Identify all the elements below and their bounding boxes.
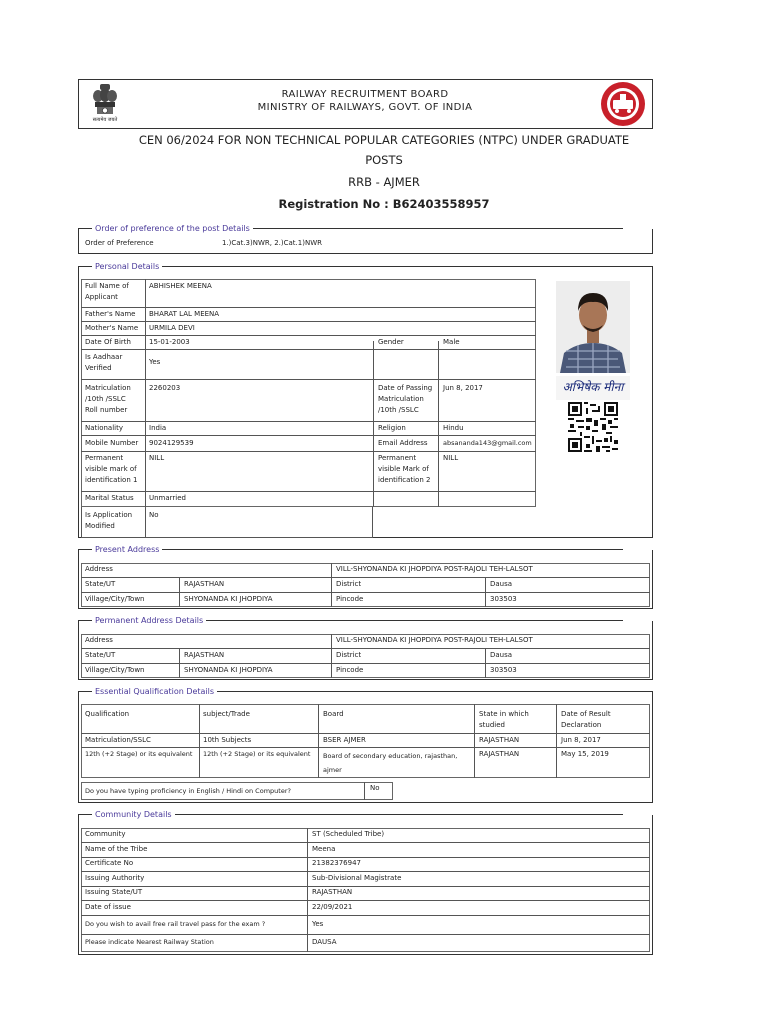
present-district-value: Dausa [490, 580, 513, 588]
preference-label: Order of Preference [85, 239, 154, 247]
present-pincode-label: Pincode [336, 595, 364, 603]
typing-answer: No [370, 784, 380, 792]
qual-row2-board: Board of secondary education, rajasthan, ajmer [323, 752, 458, 774]
qualification-section-title: Essential Qualification Details [92, 687, 217, 696]
authority-label: Issuing Authority [85, 874, 145, 882]
rrb-name: RRB - AJMER [348, 175, 420, 189]
gender-label: Gender [378, 338, 404, 346]
qual-header-board: Board [323, 710, 344, 718]
permanent-pincode-label: Pincode [336, 666, 364, 674]
qual-row2-state: RAJASTHAN [479, 750, 520, 758]
permanent-address-value: VILL-SHYONANDA KI JHOPDIYA POST-RAJOLI TEH-LALSOT [336, 636, 533, 644]
signature-text: अभिषेक मीना [562, 380, 624, 394]
permanent-address-table [81, 634, 650, 678]
permanent-state-label: State/UT [85, 651, 116, 659]
mobile-value: 9024129539 [149, 439, 194, 447]
personal-section-title: Personal Details [92, 262, 162, 271]
mark2-label: Permanent visible Mark of identification 2 [378, 454, 431, 484]
present-state-label: State/UT [85, 580, 116, 588]
qual-row1-board: BSER AJMER [323, 736, 366, 744]
station-label: Please indicate Nearest Railway Station [85, 938, 214, 946]
qual-row1-qualification: Matriculation/SSLC [85, 736, 151, 744]
passing-date-value: Jun 8, 2017 [443, 384, 483, 392]
email-label: Email Address [378, 439, 428, 447]
preference-value: 1.)Cat.3)NWR, 2.)Cat.1)NWR [222, 239, 322, 247]
modified-label: Is Application Modified [85, 511, 133, 530]
mark2-value: NILL [443, 454, 459, 462]
full-name-label: Full Name of Applicant [85, 282, 129, 301]
religion-label: Religion [378, 424, 406, 432]
exam-title: CEN 06/2024 FOR NON TECHNICAL POPULAR CATEGORIES (NTPC) UNDER GRADUATE [138, 133, 630, 147]
issuing-state-label: Issuing State/UT [85, 888, 143, 896]
present-village-value: SHYONANDA KI JHOPDIYA [184, 595, 273, 603]
father-label: Father's Name [85, 310, 136, 318]
present-village-label: Village/City/Town [85, 595, 145, 603]
qual-row2-date: May 15, 2019 [561, 750, 609, 758]
issue-date-label: Date of issue [85, 903, 131, 911]
permanent-village-label: Village/City/Town [85, 666, 145, 674]
national-emblem-icon [90, 82, 120, 126]
dob-label: Date Of Birth [85, 338, 131, 346]
community-value: ST (Scheduled Tribe) [312, 830, 385, 838]
permanent-address-section-title: Permanent Address Details [92, 616, 206, 625]
qual-row1-subject: 10th Subjects [203, 736, 252, 744]
mark1-label: Permanent visible mark of identification 1 [85, 454, 138, 484]
aadhaar-label: Is Aadhaar Verified [85, 353, 123, 372]
mother-value: URMILA DEVI [149, 324, 195, 332]
dob-value: 15-01-2003 [149, 338, 190, 346]
applicant-signature [556, 376, 630, 400]
authority-value: Sub-Divisional Magistrate [312, 874, 402, 882]
certificate-value: 21382376947 [312, 859, 361, 867]
exam-title-posts: POSTS [365, 153, 403, 167]
marital-label: Marital Status [85, 494, 134, 502]
permanent-district-value: Dausa [490, 651, 513, 659]
qual-header-subject: subject/Trade [203, 710, 250, 718]
station-value: DAUSA [312, 938, 337, 946]
qual-header-date: Date of Result Declaration [561, 710, 611, 729]
permanent-district-label: District [336, 651, 362, 659]
emblem-motto: सत्यमेव जयते [92, 117, 118, 123]
qual-row1-state: RAJASTHAN [479, 736, 520, 744]
rail-pass-label: Do you wish to avail free rail travel pass for the exam ? [85, 920, 266, 928]
present-address-table [81, 563, 650, 607]
tribe-label: Name of the Tribe [85, 845, 148, 853]
mark1-value: NILL [149, 454, 165, 462]
qual-row2-subject: 12th (+2 Stage) or its equivalent [203, 750, 311, 758]
qr-code-icon [568, 402, 618, 452]
nationality-value: India [149, 424, 167, 432]
applicant-photo [556, 281, 630, 373]
present-state-value: RAJASTHAN [184, 580, 225, 588]
preference-section-title: Order of preference of the post Details [92, 224, 253, 233]
issue-date-value: 22/09/2021 [312, 903, 353, 911]
father-value: BHARAT LAL MEENA [149, 310, 220, 318]
issuing-state-value: RAJASTHAN [312, 888, 353, 896]
registration-number: Registration No : B62403558957 [278, 197, 490, 211]
full-name-value: ABHISHEK MEENA [149, 282, 212, 290]
passing-date-label: Date of Passing Matriculation /10th /SSLC [378, 384, 433, 414]
personal-table [81, 279, 536, 537]
matric-roll-label: Matriculation /10th /SSLC Roll number [85, 384, 131, 414]
community-table [81, 828, 650, 952]
matric-roll-value: 2260203 [149, 384, 181, 392]
qual-header-qualification: Qualification [85, 710, 130, 718]
indian-railways-logo-icon [600, 81, 646, 127]
religion-value: Hindu [443, 424, 464, 432]
permanent-pincode-value: 303503 [490, 666, 517, 674]
community-label: Community [85, 830, 126, 838]
present-pincode-value: 303503 [490, 595, 517, 603]
qualification-table [81, 704, 650, 778]
present-address-section-title: Present Address [92, 545, 162, 554]
permanent-state-value: RAJASTHAN [184, 651, 225, 659]
present-address-label: Address [85, 565, 113, 573]
qual-row2-qualification: 12th (+2 Stage) or its equivalent [85, 750, 193, 758]
typing-table [81, 782, 393, 800]
qual-header-state: State in which studied [479, 710, 529, 729]
gender-value: Male [443, 338, 460, 346]
marital-value: Unmarried [149, 494, 186, 502]
rail-pass-value: Yes [312, 920, 324, 928]
community-section-title: Community Details [92, 810, 175, 819]
email-value: absananda143@gmail.com [443, 439, 532, 447]
nationality-label: Nationality [85, 424, 124, 432]
board-name: RAILWAY RECRUITMENT BOARD [281, 89, 449, 100]
present-district-label: District [336, 580, 362, 588]
tribe-value: Meena [312, 845, 336, 853]
permanent-address-label: Address [85, 636, 113, 644]
permanent-village-value: SHYONANDA KI JHOPDIYA [184, 666, 273, 674]
modified-value: No [149, 511, 159, 519]
present-address-value: VILL-SHYONANDA KI JHOPDIYA POST-RAJOLI TEH-LALSOT [336, 565, 533, 573]
ministry-name: MINISTRY OF RAILWAYS, GOVT. OF INDIA [257, 102, 473, 113]
mother-label: Mother's Name [85, 324, 139, 332]
aadhaar-value: Yes [149, 358, 161, 366]
mobile-label: Mobile Number [85, 439, 139, 447]
certificate-label: Certificate No [85, 859, 134, 867]
typing-question: Do you have typing proficiency in English / Hindi on Computer? [85, 787, 291, 795]
qual-row1-date: Jun 8, 2017 [561, 736, 601, 744]
